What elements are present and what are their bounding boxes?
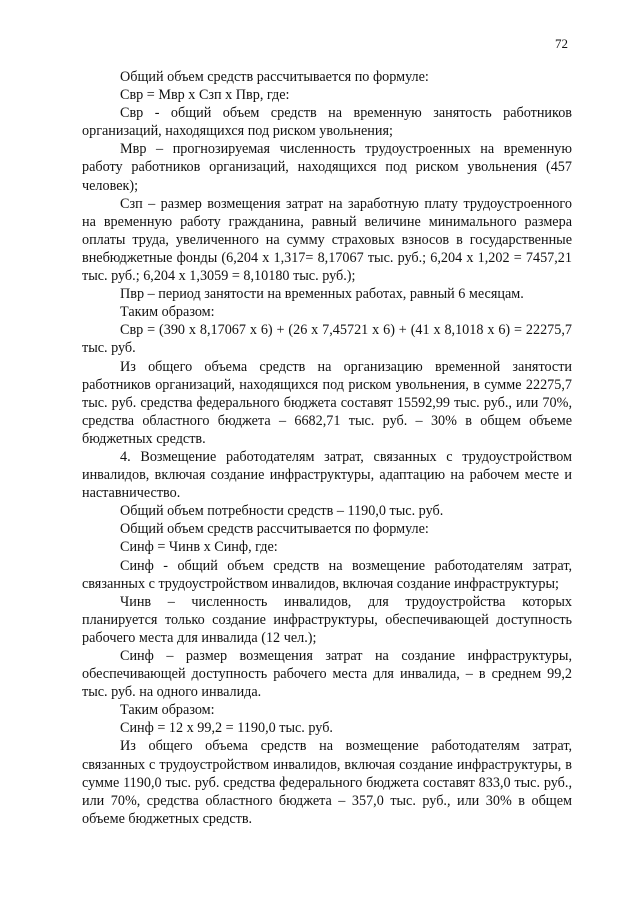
paragraph-sinf-funding: Из общего объема средств на возмещение работодателям затрат, связанных с трудоустройством инвалидов, включая создание инфраструктуры, в сумме 1190,0 тыс. руб. средства федерального бюджета составят 833,0 тыс. руб., или 70%, средства областного бюджета – 357,0 тыс. руб., или 30% в общем объеме бюджетных средств. [82,738,572,827]
paragraph-formula-svr: Свр = Мвр х Сзп х Пвр, где: [120,87,290,104]
paragraph-formula-sinf: Синф = Чинв х Синф, где: [120,539,278,556]
paragraph-szp-definition: Сзп – размер возмещения затрат на заработную плату трудоустроенного на временную работу гражданина, равный величине минимального размера оплаты труда, увеличенного на сумму страховых взносов в государственные внебюджетные фонды (6,204 х 1,317= 8,17067 тыс. руб.; 6,204 х 1,202 = 7457,21 тыс. руб.; 6,204 х 1,3059 = 8,10180 тыс. руб.); [82,195,572,285]
page-number: 72 [555,36,568,51]
paragraph-pvr-definition: Пвр – период занятости на временных работах, равный 6 месяцам. [120,286,524,303]
paragraph-sinf-definition: Синф - общий объем средств на возмещение работодателям затрат, связанных с трудоустройством инвалидов, включая создание инфраструктуры; [82,557,572,592]
paragraph-mvr-definition: Мвр – прогнозируемая численность трудоустроенных на временную работу работников организаций, находящихся под риском увольнения (457 человек); [82,141,572,194]
paragraph-thus-1: Таким образом: [120,304,215,321]
paragraph-section-4-heading: 4. Возмещение работодателям затрат, связанных с трудоустройством инвалидов, включая создание инфраструктуры, адаптацию на рабочем месте и наставничество. [82,448,572,502]
paragraph-svr-funding: Из общего объема средств на организацию временной занятости работников организаций, находящихся под риском увольнения, в сумме 22275,7 тыс. руб. средства федерального бюджета составят 15592,99 тыс. руб., или 70%, средства областного бюджета – 6682,71 тыс. руб. – 30% в общем объеме бюджетных средств. [82,358,572,447]
paragraph-svr-definition: Свр - общий объем средств на временную занятость работников организаций, находящихся под риском увольнения; [82,105,572,140]
paragraph-total-need: Общий объем потребности средств – 1190,0 тыс. руб. [120,503,444,520]
paragraph-thus-2: Таким образом: [120,702,215,719]
paragraph-sinf-cost-definition: Синф – размер возмещения затрат на создание инфраструктуры, обеспечивающей доступность рабочего места для инвалида, – в среднем 99,2 тыс. руб. на одного инвалида. [82,648,572,701]
paragraph-formula-intro: Общий объем средств рассчитывается по формуле: [120,69,429,85]
paragraph-chinv-definition: Чинв – численность инвалидов, для трудоустройства которых планируется только создание инфраструктуры, обеспечивающей доступность рабочего места для инвалида (12 чел.); [82,593,572,646]
paragraph-sinf-calculation: Синф = 12 х 99,2 = 1190,0 тыс. руб. [120,720,333,737]
paragraph-formula-intro-2: Общий объем средств рассчитывается по формуле: [120,521,429,538]
paragraph-svr-calculation: Свр = (390 х 8,17067 х 6) + (26 х 7,45721 х 6) + (41 х 8,1018 х 6) = 22275,7 тыс. руб. [82,322,572,357]
body-text [82,68,572,828]
